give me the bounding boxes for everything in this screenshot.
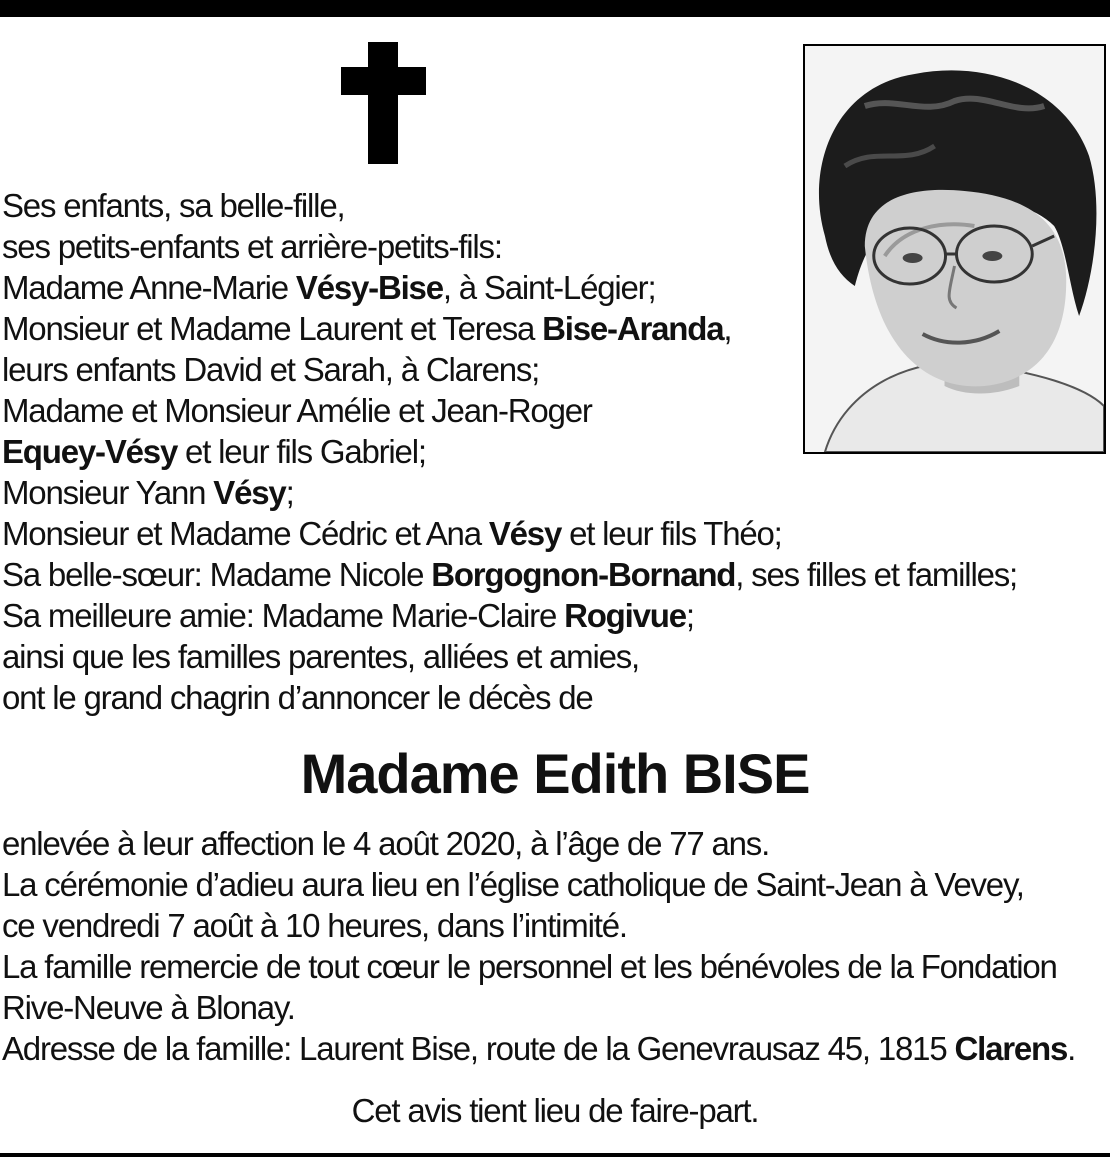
- text-line: Sa belle-sœur: Madame Nicole Borgognon-Bornand, ses filles et familles;: [2, 556, 1017, 593]
- text-line: leurs enfants David et Sarah, à Clarens;: [2, 351, 540, 388]
- family-name: Vésy-Bise: [295, 269, 443, 306]
- deceased-name: Madame Edith BISE: [300, 742, 810, 805]
- text-line: La famille remercie de tout cœur le personnel et les bénévoles de la Fondation: [2, 948, 1057, 985]
- family-city: Clarens: [954, 1030, 1068, 1067]
- text-line: Sa meilleure amie: Madame Marie-Claire Rogivue;: [2, 597, 694, 634]
- text-line: ce vendredi 7 août à 10 heures, dans l’intimité.: [2, 907, 627, 944]
- bottom-rule: [0, 1153, 1110, 1157]
- text-line: Adresse de la famille: Laurent Bise, route de la Genevrausaz 45, 1815 Clarens.: [2, 1030, 1076, 1067]
- text-line: Monsieur et Madame Laurent et Teresa Bise-Aranda,: [2, 310, 732, 347]
- family-name: Rogivue: [564, 597, 686, 634]
- portrait-illustration: [805, 46, 1104, 452]
- text-line: Rive-Neuve à Blonay.: [2, 989, 295, 1026]
- text-line: ont le grand chagrin d’annoncer le décès de: [2, 679, 593, 716]
- text-line: Madame Anne-Marie Vésy-Bise, à Saint-Légier;: [2, 269, 656, 306]
- text-line: Equey-Vésy et leur fils Gabriel;: [2, 433, 426, 470]
- text-line: Monsieur Yann Vésy;: [2, 474, 294, 511]
- cross-icon: [341, 42, 426, 164]
- text-line: enlevée à leur affection le 4 août 2020, à l’âge de 77 ans.: [2, 825, 770, 862]
- text-line: ses petits-enfants et arrière-petits-fils:: [2, 228, 502, 265]
- text-line: Monsieur et Madame Cédric et Ana Vésy et leur fils Théo;: [2, 515, 782, 552]
- family-name: Vésy: [488, 515, 562, 552]
- text-line: ainsi que les familles parentes, alliées et amies,: [2, 638, 640, 675]
- family-name: Borgognon-Bornand: [431, 556, 736, 593]
- portrait-photo: [803, 44, 1106, 454]
- text-line: Madame et Monsieur Amélie et Jean-Roger: [2, 392, 592, 429]
- text-line: Ses enfants, sa belle-fille,: [2, 187, 345, 224]
- family-name: Vésy: [213, 474, 286, 511]
- family-name: Equey-Vésy: [2, 433, 178, 470]
- family-name: Bise-Aranda: [542, 310, 724, 347]
- closing-note: Cet avis tient lieu de faire-part.: [351, 1092, 759, 1129]
- text-line: La cérémonie d’adieu aura lieu en l’église catholique de Saint-Jean à Vevey,: [2, 866, 1024, 903]
- top-rule: [0, 0, 1110, 17]
